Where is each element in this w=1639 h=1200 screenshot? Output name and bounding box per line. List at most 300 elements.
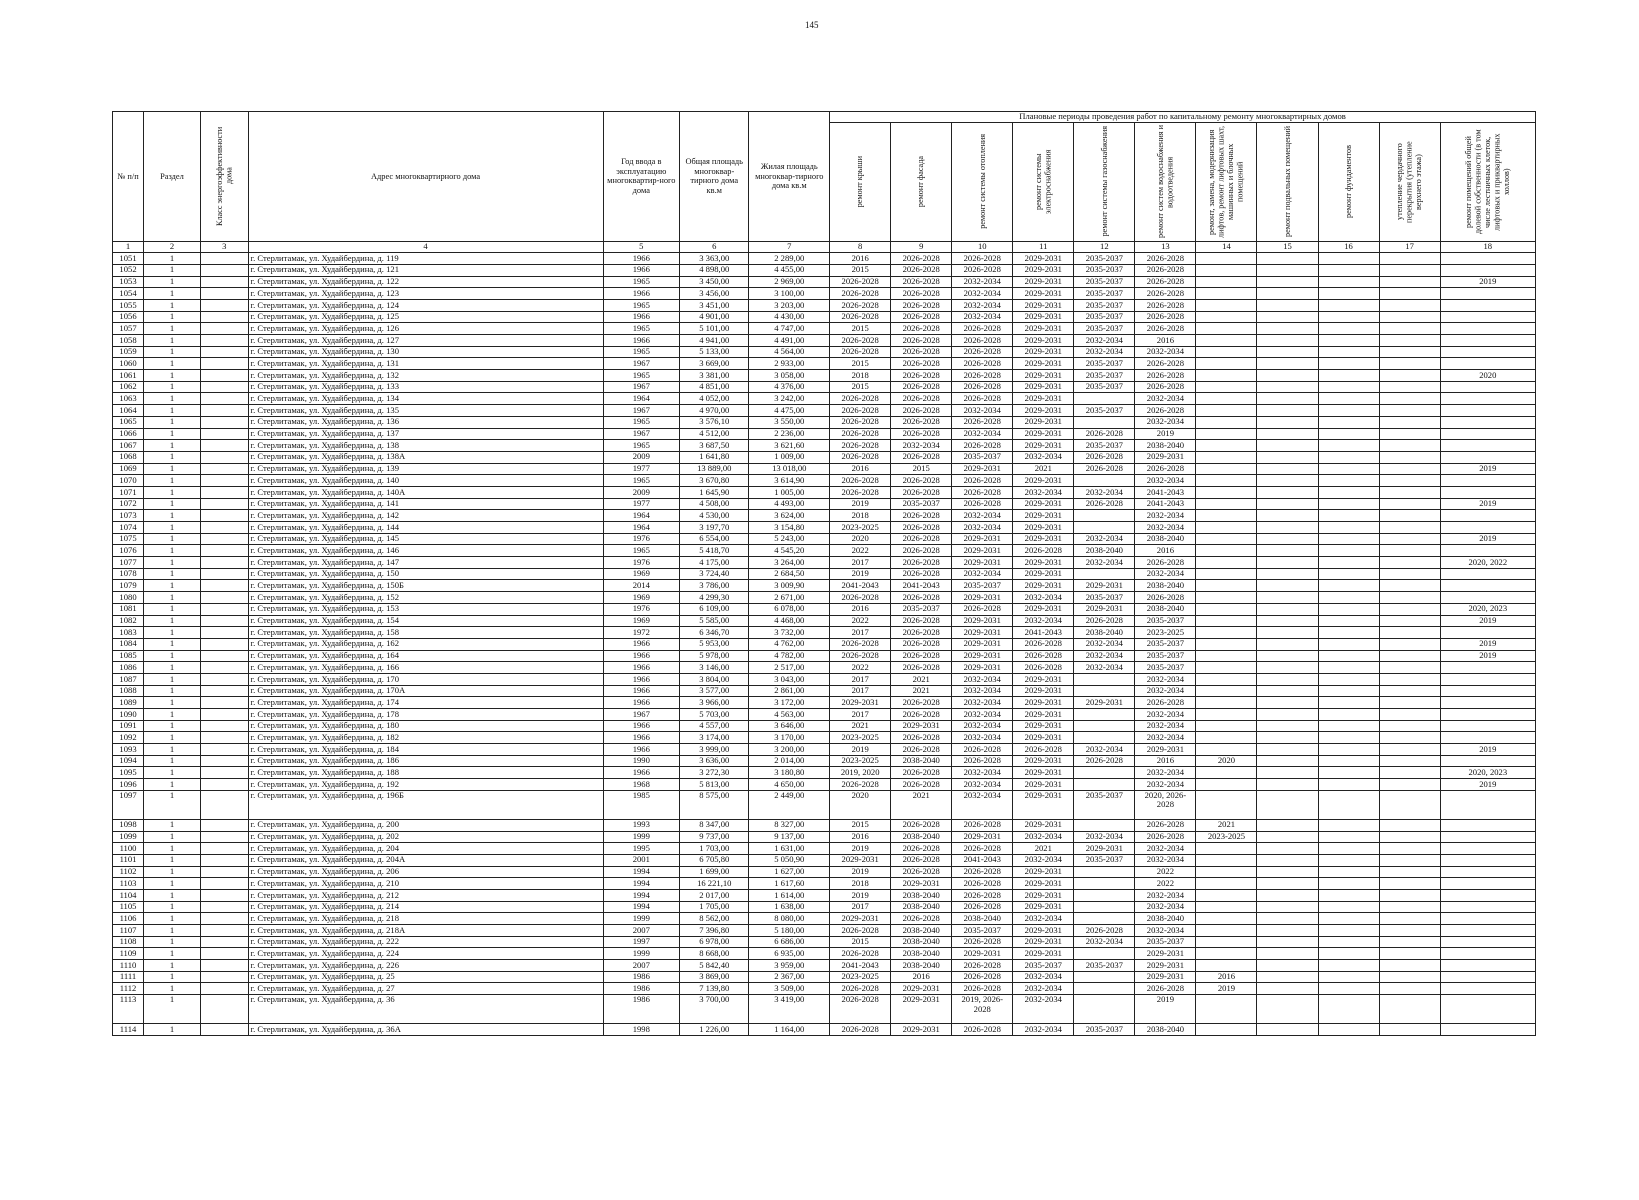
table-cell: 1 [144,498,201,510]
table-row [113,709,1536,721]
table-cell: 2015 [830,381,891,393]
table-cell: 8 327,00 [749,819,830,831]
address-cell: г. Стерлитамак, ул. Худайбердина, д. 196Б [248,790,603,819]
table-cell: 1976 [603,557,680,569]
table-cell [1318,697,1379,709]
table-cell [1379,370,1440,382]
table-cell: 2022 [830,545,891,557]
table-cell: 3 451,00 [680,299,749,311]
table-row [113,662,1536,674]
table-cell: 8 575,00 [680,790,749,819]
table-cell [1257,603,1318,615]
table-cell [1196,498,1257,510]
table-cell: 1052 [113,264,144,276]
table-cell [1440,451,1535,463]
table-cell: 2026-2028 [891,288,952,300]
table-cell: 1 [144,948,201,960]
address-cell: г. Стерлитамак, ул. Худайбердина, д. 147 [248,557,603,569]
table-cell: 1074 [113,522,144,534]
table-cell: 1 [144,276,201,288]
column-number-cell: 15 [1257,241,1318,253]
table-cell [1257,1024,1318,1036]
table-cell [1074,779,1135,791]
table-cell [1379,451,1440,463]
table-cell: 2023-2025 [830,755,891,767]
table-cell: 5 813,00 [680,779,749,791]
table-cell: 2026-2028 [891,522,952,534]
table-cell: 2019 [1440,615,1535,627]
table-cell [1440,971,1535,983]
table-cell [1196,568,1257,580]
table-cell: 2016 [830,463,891,475]
table-cell: 2029-2031 [891,983,952,995]
table-cell: 3 614,90 [749,475,830,487]
table-cell: 1 005,00 [749,486,830,498]
table-cell: 1100 [113,843,144,855]
table-cell: 2 861,00 [749,685,830,697]
table-cell: 4 545,20 [749,545,830,557]
table-cell [1318,983,1379,995]
table-cell [1318,545,1379,557]
table-cell: 2029-2031 [952,650,1013,662]
table-row [113,299,1536,311]
table-cell: 2021 [1196,819,1257,831]
table-cell: 1 [144,264,201,276]
table-row [113,603,1536,615]
address-cell: г. Стерлитамак, ул. Худайбердина, д. 138А [248,451,603,463]
table-cell: 1109 [113,948,144,960]
address-cell: г. Стерлитамак, ул. Худайбердина, д. 122 [248,276,603,288]
table-cell: 2026-2028 [891,276,952,288]
address-cell: г. Стерлитамак, ул. Худайбердина, д. 36 [248,995,603,1024]
table-cell: 2029-2031 [1013,475,1074,487]
table-cell: 2032-2034 [952,767,1013,779]
table-cell: 2032-2034 [1013,451,1074,463]
table-cell: 2026-2028 [830,995,891,1024]
table-cell [1318,428,1379,440]
table-cell [1257,854,1318,866]
table-cell: 1966 [603,744,680,756]
table-row [113,627,1536,639]
table-cell: 2014 [603,580,680,592]
table-cell: 2019 [1440,650,1535,662]
table-cell: 2029-2031 [891,720,952,732]
table-cell: 2023-2025 [1196,831,1257,843]
table-cell [1257,358,1318,370]
table-cell: 4 563,00 [749,709,830,721]
table-cell [1440,592,1535,604]
table-cell [1318,673,1379,685]
table-cell [1440,697,1535,709]
table-cell: 1 [144,440,201,452]
table-cell [1440,755,1535,767]
address-cell: г. Стерлитамак, ул. Худайбердина, д. 134 [248,393,603,405]
table-cell: 2026-2028 [891,370,952,382]
table-cell [1196,843,1257,855]
table-cell [1074,720,1135,732]
table-cell: 1105 [113,901,144,913]
table-cell: 2035-2037 [952,451,1013,463]
table-cell: 1966 [603,288,680,300]
table-row [113,545,1536,557]
table-cell [1257,370,1318,382]
table-cell [1379,323,1440,335]
table-cell: 1 [144,358,201,370]
table-cell: 3 100,00 [749,288,830,300]
table-cell: 1 [144,889,201,901]
table-cell: 2029-2031 [1013,335,1074,347]
address-cell: г. Стерлитамак, ул. Худайбердина, д. 204 [248,843,603,855]
table-row [113,533,1536,545]
table-cell: 2020 [830,790,891,819]
table-cell [1379,948,1440,960]
table-cell [1318,901,1379,913]
table-row [113,889,1536,901]
address-cell: г. Стерлитамак, ул. Худайбердина, д. 145 [248,533,603,545]
table-cell [1379,346,1440,358]
table-cell: 5 703,00 [680,709,749,721]
table-cell [1440,732,1535,744]
table-cell: 2026-2028 [830,486,891,498]
table-cell [1379,650,1440,662]
table-cell: 1090 [113,709,144,721]
table-cell: 2029-2031 [1013,580,1074,592]
table-cell: 2021 [891,790,952,819]
table-cell [1196,580,1257,592]
table-cell: 5 050,90 [749,854,830,866]
column-number-cell: 18 [1440,241,1535,253]
table-cell [1257,615,1318,627]
table-cell: 2026-2028 [830,335,891,347]
table-cell: 2026-2028 [1135,557,1196,569]
table-cell: 1998 [603,1024,680,1036]
table-cell: 2029-2031 [1013,299,1074,311]
table-cell: 2035-2037 [1135,615,1196,627]
table-cell: 2019 [1440,463,1535,475]
table-cell: 2029-2031 [1013,510,1074,522]
table-cell: 2020 [1196,755,1257,767]
table-cell: 2021 [1013,463,1074,475]
table-cell: 1065 [113,416,144,428]
table-row [113,288,1536,300]
table-cell [200,264,248,276]
table-cell: 2 449,00 [749,790,830,819]
table-cell: 16 221,10 [680,878,749,890]
table-row [113,948,1536,960]
table-cell: 1967 [603,405,680,417]
table-cell: 2029-2031 [1013,346,1074,358]
table-cell [1318,662,1379,674]
table-cell [1379,854,1440,866]
table-cell: 2035-2037 [891,498,952,510]
table-cell: 4 557,00 [680,720,749,732]
address-cell: г. Стерлитамак, ул. Худайбердина, д. 174 [248,697,603,709]
table-cell: 1 [144,638,201,650]
table-row [113,393,1536,405]
table-cell: 1084 [113,638,144,650]
table-cell: 2015 [830,264,891,276]
table-cell [1379,288,1440,300]
table-cell [1196,790,1257,819]
table-cell: 2029-2031 [1013,393,1074,405]
table-cell [1257,913,1318,925]
table-cell: 2029-2031 [1013,901,1074,913]
table-cell: 4 491,00 [749,335,830,347]
table-cell [1440,831,1535,843]
table-cell: 2026-2028 [1074,463,1135,475]
table-cell: 2021 [1013,843,1074,855]
table-cell: 2035-2037 [1074,1024,1135,1036]
table-cell: 1085 [113,650,144,662]
table-cell: 2038-2040 [891,948,952,960]
table-cell: 2026-2028 [830,276,891,288]
table-cell: 2038-2040 [1135,913,1196,925]
table-cell: 1 [144,673,201,685]
table-cell: 1968 [603,779,680,791]
table-cell: 1986 [603,971,680,983]
table-cell: 2032-2034 [1074,638,1135,650]
table-cell [200,995,248,1024]
table-cell [1318,948,1379,960]
col-header-facade: ремонт фасада [891,122,952,241]
table-cell: 3 009,90 [749,580,830,592]
address-cell: г. Стерлитамак, ул. Худайбердина, д. 162 [248,638,603,650]
table-cell: 2029-2031 [1013,498,1074,510]
table-cell [1318,264,1379,276]
table-cell [1379,638,1440,650]
table-cell: 2023-2025 [830,522,891,534]
table-cell: 2015 [891,463,952,475]
table-cell: 1993 [603,819,680,831]
table-cell: 2029-2031 [1074,580,1135,592]
table-cell [1074,685,1135,697]
table-cell [1196,440,1257,452]
table-cell [1440,936,1535,948]
table-cell: 1104 [113,889,144,901]
address-cell: г. Стерлитамак, ул. Худайбердина, д. 141 [248,498,603,510]
col-header-foundation: ремонт фундаментов [1318,122,1379,241]
table-cell: 6 978,00 [680,936,749,948]
table-cell: 2016 [891,971,952,983]
table-cell: 1 226,00 [680,1024,749,1036]
table-cell [1379,779,1440,791]
table-cell [1196,545,1257,557]
table-cell [1196,486,1257,498]
table-cell [1196,358,1257,370]
table-cell: 2032-2034 [952,405,1013,417]
table-row [113,685,1536,697]
table-cell: 2020, 2023 [1440,767,1535,779]
table-cell [1379,615,1440,627]
table-cell: 2026-2028 [830,416,891,428]
table-cell: 1977 [603,498,680,510]
table-cell [1196,603,1257,615]
address-cell: г. Стерлитамак, ул. Худайбердина, д. 36А [248,1024,603,1036]
table-cell: 2029-2031 [1013,416,1074,428]
table-cell: 2017 [830,673,891,685]
table-cell: 2026-2028 [952,603,1013,615]
address-cell: г. Стерлитамак, ул. Худайбердина, д. 139 [248,463,603,475]
table-cell [1379,720,1440,732]
table-cell: 2038-2040 [1135,1024,1196,1036]
table-cell [200,510,248,522]
address-cell: г. Стерлитамак, ул. Худайбердина, д. 130 [248,346,603,358]
table-row [113,720,1536,732]
table-cell: 2029-2031 [1013,288,1074,300]
table-cell: 2032-2034 [1135,925,1196,937]
table-cell: 2026-2028 [891,662,952,674]
table-row [113,831,1536,843]
table-cell [1257,299,1318,311]
table-cell [1440,627,1535,639]
table-cell: 1966 [603,697,680,709]
table-cell: 2032-2034 [1135,568,1196,580]
table-cell: 2026-2028 [891,732,952,744]
table-cell [1196,346,1257,358]
table-cell: 2035-2037 [952,925,1013,937]
table-cell [1379,475,1440,487]
table-cell: 2019 [830,866,891,878]
table-cell: 1966 [603,662,680,674]
table-cell: 2029-2031 [1074,603,1135,615]
table-cell: 2026-2028 [952,960,1013,972]
table-cell [1196,638,1257,650]
table-cell: 1 [144,697,201,709]
col-header-roof: ремонт крыши [830,122,891,241]
table-cell: 1060 [113,358,144,370]
address-cell: г. Стерлитамак, ул. Худайбердина, д. 218А [248,925,603,937]
table-cell: 2041-2043 [830,960,891,972]
table-cell: 2041-2043 [952,854,1013,866]
table-cell [200,370,248,382]
table-cell [1257,697,1318,709]
table-cell: 2026-2028 [1074,451,1135,463]
col-header-periods-group: Плановые периоды проведения работ по капитальному ремонту многоквартирных домов [830,112,1536,123]
table-cell [1257,936,1318,948]
table-cell: 2022 [1135,866,1196,878]
table-cell: 3 966,00 [680,697,749,709]
table-row [113,264,1536,276]
table-row [113,843,1536,855]
table-cell [200,779,248,791]
column-number-cell: 7 [749,241,830,253]
table-cell: 2035-2037 [952,580,1013,592]
table-cell: 2032-2034 [1135,767,1196,779]
table-cell: 1990 [603,755,680,767]
table-cell: 1 [144,901,201,913]
col-header-living-area: Жилая площадь многоквар-тирного дома кв.м [749,112,830,242]
table-cell: 2029-2031 [1013,440,1074,452]
table-cell: 1 [144,475,201,487]
table-cell: 2029-2031 [1013,311,1074,323]
table-cell: 2026-2028 [891,650,952,662]
table-cell: 2026-2028 [891,744,952,756]
table-cell [1379,299,1440,311]
table-cell: 2032-2034 [1135,393,1196,405]
table-cell [1318,925,1379,937]
table-cell: 2032-2034 [1074,650,1135,662]
table-cell: 4 376,00 [749,381,830,393]
table-cell [1318,831,1379,843]
table-cell [1196,685,1257,697]
table-cell: 1994 [603,889,680,901]
table-cell [1440,790,1535,819]
table-cell: 2026-2028 [891,253,952,265]
table-cell [1318,568,1379,580]
table-cell: 2026-2028 [1135,831,1196,843]
table-cell [200,866,248,878]
table-cell: 2026-2028 [891,913,952,925]
table-cell [1196,416,1257,428]
table-cell: 2026-2028 [830,440,891,452]
table-cell [200,580,248,592]
table-cell [1440,346,1535,358]
table-cell: 1075 [113,533,144,545]
table-cell: 2026-2028 [1135,276,1196,288]
table-cell: 2029-2031 [1013,936,1074,948]
table-cell: 2032-2034 [1074,936,1135,948]
table-cell: 2029-2031 [1074,843,1135,855]
address-cell: г. Стерлитамак, ул. Худайбердина, д. 154 [248,615,603,627]
table-cell: 2026-2028 [830,983,891,995]
table-cell: 2032-2034 [952,732,1013,744]
table-row [113,358,1536,370]
table-cell: 2032-2034 [952,311,1013,323]
table-row [113,960,1536,972]
table-cell [1257,288,1318,300]
table-cell [1257,416,1318,428]
table-cell: 1969 [603,568,680,580]
table-cell: 1969 [603,592,680,604]
table-cell [200,440,248,452]
table-cell [1379,522,1440,534]
table-cell: 2001 [603,854,680,866]
table-cell: 2026-2028 [952,358,1013,370]
table-cell [1318,522,1379,534]
table-cell: 2035-2037 [891,603,952,615]
table-cell: 2032-2034 [1135,685,1196,697]
table-cell [1379,533,1440,545]
table-cell: 2029-2031 [1013,779,1074,791]
table-cell: 4 970,00 [680,405,749,417]
table-cell: 1103 [113,878,144,890]
table-cell [1318,936,1379,948]
table-cell: 2035-2037 [1074,440,1135,452]
table-cell: 2026-2028 [1074,755,1135,767]
table-cell: 1 [144,486,201,498]
table-cell: 2029-2031 [1135,960,1196,972]
table-cell: 1 [144,925,201,937]
table-cell: 2032-2034 [1074,662,1135,674]
table-cell: 2020, 2026-2028 [1135,790,1196,819]
table-cell: 3 621,60 [749,440,830,452]
table-cell: 2026-2028 [952,755,1013,767]
table-cell [200,901,248,913]
table-cell: 4 762,00 [749,638,830,650]
table-cell [1196,889,1257,901]
address-cell: г. Стерлитамак, ул. Худайбердина, д. 218 [248,913,603,925]
table-cell: 2029-2031 [1013,948,1074,960]
table-cell: 2026-2028 [1074,498,1135,510]
table-cell: 2026-2028 [1135,983,1196,995]
table-cell: 2032-2034 [952,510,1013,522]
table-cell: 2038-2040 [1135,580,1196,592]
table-cell [1196,866,1257,878]
table-cell [1318,311,1379,323]
table-cell [1318,440,1379,452]
table-cell [1257,662,1318,674]
table-cell: 2026-2028 [1135,253,1196,265]
